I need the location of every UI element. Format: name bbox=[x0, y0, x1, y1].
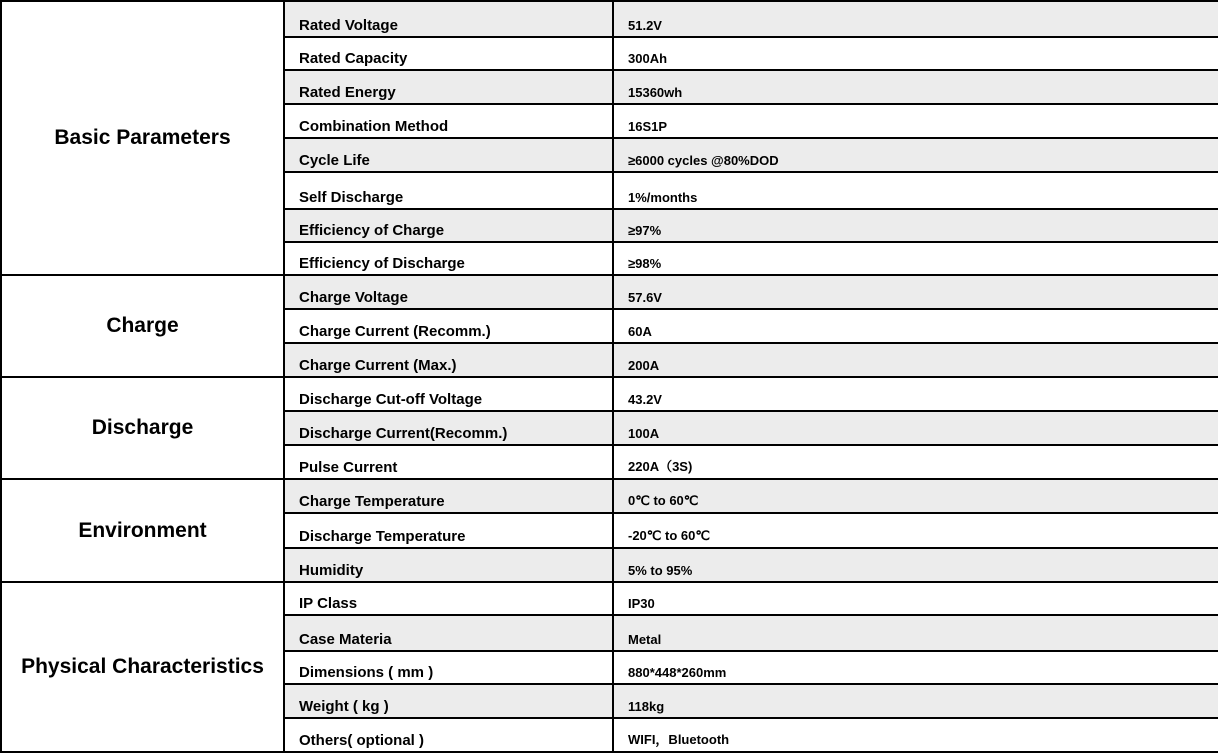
param-label: Rated Energy bbox=[284, 70, 613, 104]
param-value: WIFI，Bluetooth bbox=[613, 718, 1218, 752]
param-value: 100A bbox=[613, 411, 1218, 445]
param-label: Self Discharge bbox=[284, 172, 613, 209]
section-title-physical-characteristics: Physical Characteristics bbox=[1, 582, 284, 752]
param-value: 1%/months bbox=[613, 172, 1218, 209]
param-value: 5% to 95% bbox=[613, 548, 1218, 582]
param-value: 118kg bbox=[613, 684, 1218, 718]
param-value: -20℃ to 60℃ bbox=[613, 513, 1218, 548]
param-value: ≥97% bbox=[613, 209, 1218, 242]
section-title-environment: Environment bbox=[1, 479, 284, 582]
section-title-discharge: Discharge bbox=[1, 377, 284, 479]
param-value: ≥98% bbox=[613, 242, 1218, 275]
param-label: Efficiency of Charge bbox=[284, 209, 613, 242]
param-value: ≥6000 cycles @80%DOD bbox=[613, 138, 1218, 172]
table-row bbox=[1, 582, 1218, 615]
param-label: Discharge Cut-off Voltage bbox=[284, 377, 613, 411]
section-title-charge: Charge bbox=[1, 275, 284, 377]
param-label: Charge Current (Recomm.) bbox=[284, 309, 613, 343]
param-value: 880*448*260mm bbox=[613, 651, 1218, 684]
param-label: Charge Voltage bbox=[284, 275, 613, 309]
table-row bbox=[1, 377, 1218, 411]
table-row bbox=[1, 275, 1218, 309]
param-value: Metal bbox=[613, 615, 1218, 651]
param-value: IP30 bbox=[613, 582, 1218, 615]
param-label: Weight ( kg ) bbox=[284, 684, 613, 718]
param-label: Humidity bbox=[284, 548, 613, 582]
section-title-basic-parameters: Basic Parameters bbox=[1, 1, 284, 275]
param-label: Discharge Temperature bbox=[284, 513, 613, 548]
param-label: Others( optional ) bbox=[284, 718, 613, 752]
param-label: Rated Capacity bbox=[284, 37, 613, 70]
param-value: 51.2V bbox=[613, 1, 1218, 37]
param-label: Efficiency of Discharge bbox=[284, 242, 613, 275]
param-label: Pulse Current bbox=[284, 445, 613, 479]
param-value: 0℃ to 60℃ bbox=[613, 479, 1218, 513]
param-label: Discharge Current(Recomm.) bbox=[284, 411, 613, 445]
param-value: 200A bbox=[613, 343, 1218, 377]
param-label: Combination Method bbox=[284, 104, 613, 138]
table-row bbox=[1, 479, 1218, 513]
param-label: IP Class bbox=[284, 582, 613, 615]
param-value: 16S1P bbox=[613, 104, 1218, 138]
param-value: 60A bbox=[613, 309, 1218, 343]
param-value: 57.6V bbox=[613, 275, 1218, 309]
param-value: 220A（3S) bbox=[613, 445, 1218, 479]
param-value: 15360wh bbox=[613, 70, 1218, 104]
param-value: 300Ah bbox=[613, 37, 1218, 70]
param-label: Dimensions ( mm ) bbox=[284, 651, 613, 684]
table-row bbox=[1, 1, 1218, 37]
param-label: Cycle Life bbox=[284, 138, 613, 172]
param-label: Charge Current (Max.) bbox=[284, 343, 613, 377]
param-label: Charge Temperature bbox=[284, 479, 613, 513]
param-value: 43.2V bbox=[613, 377, 1218, 411]
param-label: Case Materia bbox=[284, 615, 613, 651]
spec-table-body bbox=[1, 1, 1218, 752]
param-label: Rated Voltage bbox=[284, 1, 613, 37]
